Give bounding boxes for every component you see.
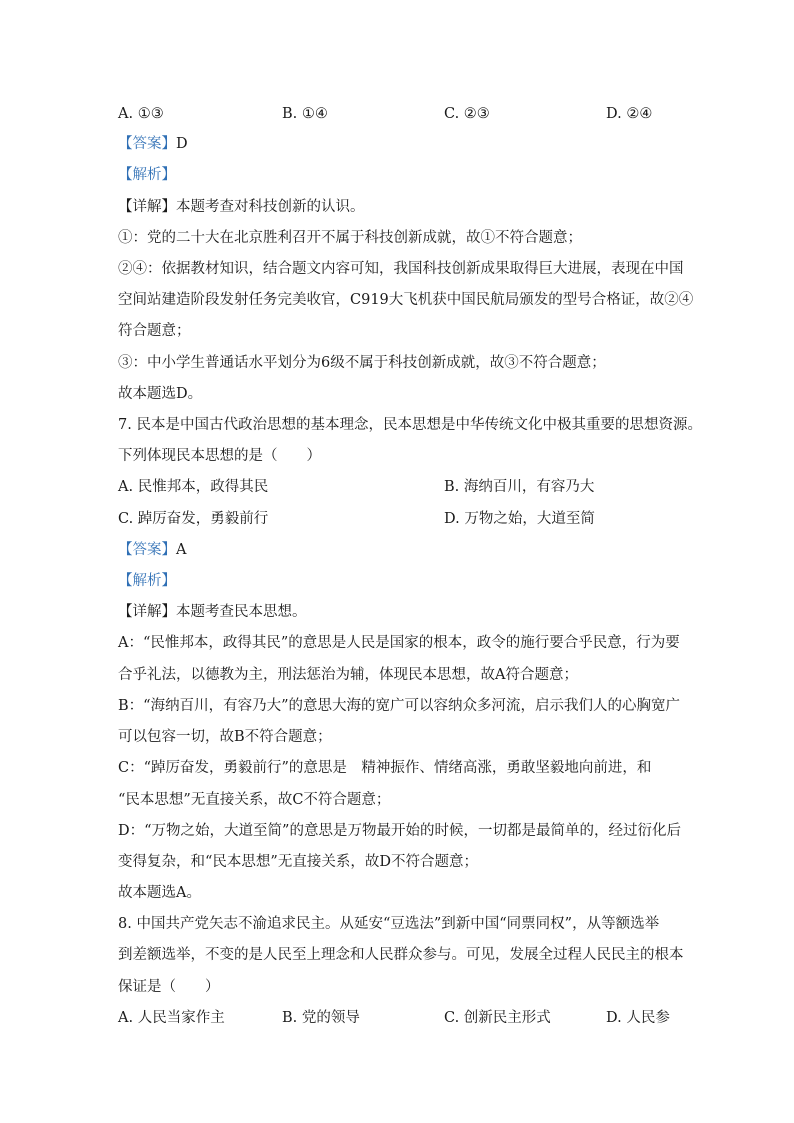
q6-line-6: 故本题选D。	[118, 386, 203, 402]
q7-line-1: A：“民惟邦本，政得其民”的意思是人民是国家的根本，政令的施行要合乎民意，行为要	[118, 635, 680, 651]
q7-line-8: 变得复杂，和“民本思想”无直接关系，故D不符合题意；	[118, 854, 478, 870]
q6-analysis-tag: 【解析】	[118, 167, 176, 183]
q7-line-7: D：“万物之始，大道至简”的意思是万物最开始的时候，一切都是最简单的，经过衍化后	[118, 823, 681, 839]
q7-stem-2: 下列体现民本思想的是（ ）	[118, 448, 321, 464]
answer-tag: 【答案】	[118, 542, 176, 558]
q8-option-a: A. 人民当家作主	[118, 1010, 225, 1026]
q8-option-b: B. 党的领导	[282, 1010, 360, 1026]
q8-stem-1: 8. 中国共产党矢志不渝追求民主。从延安“豆选法”到新中国“同票同权”，从等额选举	[118, 916, 660, 932]
detail-intro: 本题考查民本思想。	[176, 604, 307, 620]
q6-option-c: C. ②③	[444, 106, 490, 122]
q7-line-2: 合乎礼法，以德教为主，刑法惩治为辅，体现民本思想，故A符合题意；	[118, 667, 578, 683]
q6-answer	[118, 134, 188, 154]
q8-option-d: D. 人民参	[606, 1010, 670, 1026]
q6-detail	[118, 197, 365, 217]
q7-line-6: “民本思想”无直接关系，故C不符合题意；	[118, 792, 391, 808]
q8-stem-3: 保证是（ ）	[118, 979, 220, 995]
q6-line-4: 符合题意；	[118, 323, 191, 339]
q7-analysis-tag: 【解析】	[118, 573, 176, 589]
q7-option-a: A. 民惟邦本，政得其民	[118, 479, 269, 495]
q6-line-2: ②④：依据教材知识，结合题文内容可知，我国科技创新成果取得巨大进展，表现在中国	[118, 261, 684, 277]
detail-tag: 【详解】	[118, 199, 176, 215]
q7-line-9: 故本题选A。	[118, 885, 201, 901]
q8-option-c: C. 创新民主形式	[444, 1010, 551, 1026]
detail-tag: 【详解】	[118, 604, 176, 620]
q7-line-4: 可以包容一切，故B不符合题意；	[118, 729, 332, 745]
q7-detail	[118, 602, 307, 622]
q7-line-3: B：“海纳百川，有容乃大”的意思大海的宽广可以容纳众多河流，启示我们人的心胸宽广	[118, 698, 680, 714]
answer-tag: 【答案】	[118, 136, 176, 152]
answer-value: D	[176, 136, 188, 152]
q7-line-5: C：“踔厉奋发，勇毅前行”的意思是 精神振作、情绪高涨，勇敢坚毅地向前进，和	[118, 760, 652, 776]
q7-stem-1: 7. 民本是中国古代政治思想的基本理念，民本思想是中华传统文化中极其重要的思想资源。	[118, 417, 702, 433]
q7-option-d: D. 万物之始，大道至简	[444, 511, 595, 527]
q6-line-3: 空间站建造阶段发射任务完美收官，C919大飞机获中国民航局颁发的型号合格证，故②④	[118, 292, 694, 308]
detail-intro: 本题考查对科技创新的认识。	[176, 199, 365, 215]
q6-line-1: ①：党的二十大在北京胜利召开不属于科技创新成就，故①不符合题意；	[118, 230, 582, 246]
q6-option-b: B. ①④	[282, 106, 328, 122]
answer-value: A	[176, 542, 187, 558]
q6-option-a: A. ①③	[118, 106, 164, 122]
q6-option-d: D. ②④	[606, 106, 653, 122]
q6-line-5: ③：中小学生普通话水平划分为6级不属于科技创新成就，故③不符合题意；	[118, 355, 606, 371]
q8-stem-2: 到差额选举，不变的是人民至上理念和人民群众参与。可见，发展全过程人民民主的根本	[118, 947, 684, 963]
q7-answer	[118, 540, 186, 560]
q7-option-b: B. 海纳百川，有容乃大	[444, 479, 595, 495]
q7-option-c: C. 踔厉奋发，勇毅前行	[118, 511, 269, 527]
